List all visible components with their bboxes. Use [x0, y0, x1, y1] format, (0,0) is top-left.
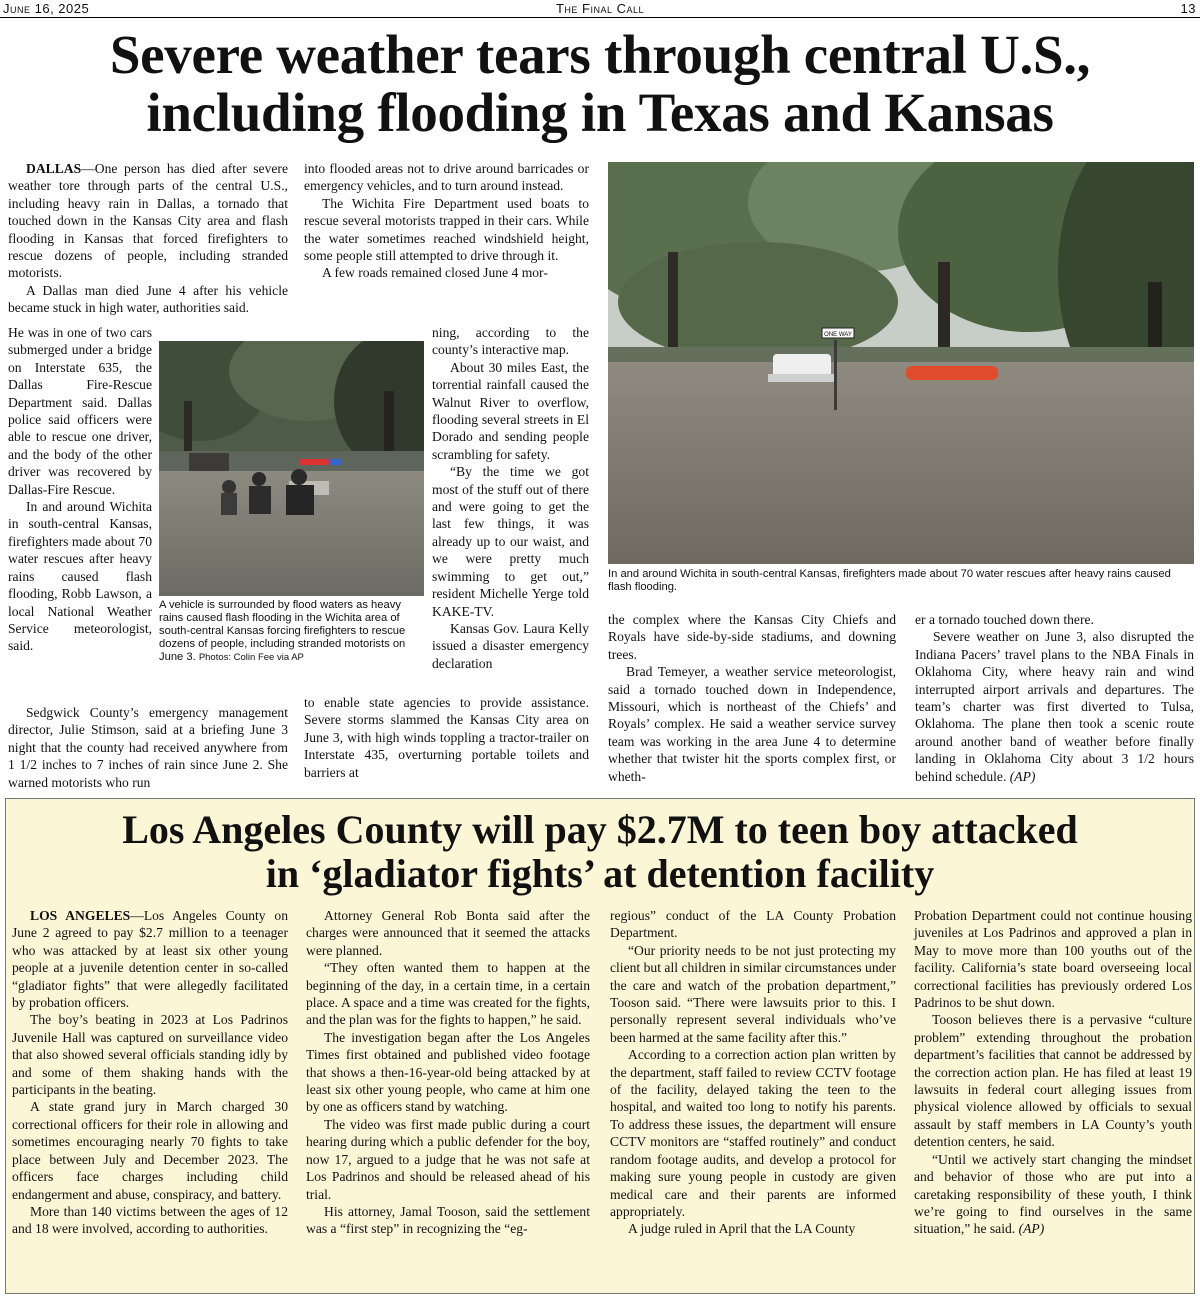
- story1-paragraph: In and around Wichita in south-central Kansas, firefighters made about 70 water rescues after heavy rains caused flash flooding, Robb Lawson, a local National Weather Service meteorologist, said.: [8, 499, 152, 654]
- flood-photo-large-image: [608, 162, 1194, 564]
- story2-paragraph: regious” conduct of the LA County Probation Department.: [610, 908, 896, 941]
- flood-photo-small-image: [159, 341, 424, 596]
- story2-dateline: LOS ANGELES: [30, 908, 131, 923]
- one-way-sign: ONE WAY: [824, 332, 852, 338]
- story1-col2-bottom: [304, 694, 589, 781]
- flood-photo-small: [159, 341, 424, 596]
- story1-dateline: DALLAS: [26, 161, 82, 176]
- story2-paragraph: His attorney, Jamal Tooson, said the settlement was a “first step” in recognizing the “eg-: [306, 1203, 590, 1237]
- story1-paragraph: to enable state agencies to provide assistance. Severe storms slammed the Kansas City area on June 3, with high winds toppling a tractor-trailer on Interstate 435, overturning portable toilets and barriers at: [304, 695, 589, 780]
- story1-paragraph: “By the time we got most of the stuff out of there and were going to get the last few things, it was already up to our waist, and we were pretty much swimming to get out,” resident Michelle Yerge told KAKE-TV.: [432, 464, 589, 619]
- story2-paragraph: Probation Department could not continue housing juveniles at Los Padrinos and approved a plan in May to move more than 100 youths out of the facility. California’s state board overseeing local correctional facilities has previously ordered Los Padrinos to be shut down.: [914, 908, 1192, 1011]
- page-folio: [0, 0, 1200, 18]
- photo-credit: Photos: Colin Fee via AP: [198, 652, 304, 663]
- story1-paragraph: About 30 miles East, the torrential rainfall caused the Walnut River to overflow, flooding several streets in El Dorado and sending people scrambling for safety.: [432, 359, 589, 462]
- story1-paragraph: the complex where the Kansas City Chiefs and Royals have side-by-side stadiums, and downing trees.: [608, 612, 896, 662]
- flood-photo-large-caption: In and around Wichita in south-central Kansas, firefighters made about 70 water rescues after heavy rains caused flash flooding.: [608, 568, 1171, 593]
- story2-paragraph: The investigation began after the Los Angeles Times first obtained and published video footage that shows a then-16-year-old being attacked by at least six other young people, who came at him one by one as officers stand by watching.: [306, 1029, 590, 1115]
- story2-paragraph: The boy’s beating in 2023 at Los Padrinos Juvenile Hall was captured on surveillance video that also showed several officials standing idly by and some of them shaking hands with the participants in the beating.: [12, 1012, 288, 1098]
- story2-col4: [914, 907, 1192, 1238]
- story2-signoff: (AP): [1018, 1221, 1045, 1237]
- story1-col1-narrow: [8, 324, 152, 655]
- flood-photo-large: [608, 162, 1194, 564]
- story1-headline-line1: Severe weather tears through central U.S.,: [109, 24, 1091, 85]
- story2-lede: LOS ANGELES—Los Angeles County on June 2 agreed to pay $2.7 million to a teenager who was attacked by at least six other young people at a juvenile detention center in so-called “gladiator fights” that were allegedly facilitated by probation officers.: [12, 908, 288, 1011]
- story2-paragraph: More than 140 victims between the ages of 12 and 18 were involved, according to authorities.: [12, 1203, 288, 1237]
- story2-paragraph: Attorney General Rob Bonta said after the charges were announced that it seemed the attacks were planned.: [306, 908, 590, 958]
- story1-paragraph: Severe weather on June 3, also disrupted the Indiana Pacers’ travel plans to the NBA Finals in Oklahoma City, where heavy rain and wind interrupted airport arrivals and departures. The team’s charter was first diverted to Tulsa, Oklahoma. The plane then took a scenic route around another band of weather before finally landing in Oklahoma City about 3 1/2 hours behind schedule. (AP): [915, 629, 1194, 784]
- story1-headline-line2: including flooding in Texas and Kansas: [146, 82, 1054, 143]
- story2-col2: [306, 907, 590, 1238]
- story1-paragraph: er a tornado touched down there.: [915, 612, 1094, 627]
- story2-headline-line1: Los Angeles County will pay $2.7M to teen boy attacked: [122, 807, 1078, 852]
- story2-paragraph: A state grand jury in March charged 30 correctional officers for their role in allowing and sometimes encouraging nearly 70 fights to take place between July and December 2023. The officers face charges including child endangerment and abuse, conspiracy, and battery.: [12, 1099, 288, 1202]
- story2-paragraph: According to a correction action plan written by the department, staff failed to review CCTV footage of the facility, delayed taking the teen to the hospital, and waited too long to notify his parents. To address these issues, the department will ensure CCTV monitors are “staffed routinely” and conduct random footage audits, and develop a protocol for making sure young people in custody are given medical care and their parents are informed appropriately.: [610, 1047, 896, 1219]
- story1-paragraph: ning, according to the county’s interactive map.: [432, 325, 589, 358]
- story1-paragraph: Sedgwick County’s emergency management director, Julie Stimson, said at a briefing June 3 night that the county had received anywhere from 1 1/2 inches to 7 inches of rain since June 2. She warned motorists who run: [8, 705, 288, 790]
- story1-signoff: (AP): [1009, 768, 1036, 784]
- story2-paragraph: “Until we actively start changing the mindset and behavior of those who are put into a caretaking responsibility of these youth, I think we’re going to find ourselves in the same situation,” he said. (AP): [914, 1151, 1192, 1237]
- story1-paragraph: The Wichita Fire Department used boats to rescue several motorists trapped in their cars. While the water sometimes reached windshield height, some people still attempted to drive through it.: [304, 195, 589, 264]
- story2-headline-line2: in ‘gladiator fights’ at detention facility: [265, 851, 935, 896]
- story2-paragraph: Tooson believes there is a pervasive “culture problem” extending throughout the probation department’s facilities that cannot be addressed by the correction action plan. He has filed at least 19 lawsuits in federal court alleging issues from physical violence allowed by officials to sexual assault by staff members in LA County’s youth detention centers, he said.: [914, 1012, 1192, 1150]
- story2-headline: [0, 808, 1200, 896]
- flood-photo-small-caption: A vehicle is surrounded by flood waters as heavy rains caused flash flooding in the Wichita area of south-central Kansas forcing firefighters to rescue dozens of people, including stranded motorists on June 3. Photos: Colin Fee via AP: [159, 599, 406, 663]
- story2-col1: [12, 907, 288, 1238]
- folio-page-number: 13: [1180, 1, 1196, 16]
- story1-col4: [915, 611, 1194, 785]
- folio-publication: The Final Call: [555, 1, 645, 16]
- story1-col1-top: [8, 160, 288, 317]
- story1-paragraph: Kansas Gov. Laura Kelly issued a disaster emergency declaration: [432, 620, 589, 671]
- folio-date: June 16, 2025: [3, 1, 90, 16]
- story1-col3: [608, 611, 896, 785]
- story1-paragraph: A few roads remained closed June 4 mor-: [322, 265, 548, 281]
- story1-col1-bottom: [8, 704, 288, 791]
- story1-col2-top: [304, 160, 589, 282]
- story2-paragraph: “They often wanted them to happen at the beginning of the day, in a certain time, in a certain place. A space and a time was created for the fights, and the plan was for the fights to happen,” he said.: [306, 960, 590, 1028]
- story1-paragraph: into flooded areas not to drive around barricades or emergency vehicles, and to turn around instead.: [304, 161, 589, 194]
- story1-lede: DALLAS—One person has died after severe weather tore through parts of the central U.S., including heavy rain in Dallas, a tornado that touched down in the Kansas City area and flash flooding in Kansas that forced firefighters to rescue dozens of people, including stranded motorists.: [8, 161, 288, 281]
- story1-paragraph: He was in one of two cars submerged under a bridge on Interstate 635, the Dallas Fire-Rescue Department said. Dallas police said officers were able to rescue one driver, and the body of the other driver was recovered by Dallas-Fire Rescue.: [8, 325, 152, 497]
- story2-paragraph: “Our priority needs to be not just protecting my client but all children in similar circumstances under the care and watch of the probation department,” Tooson said. “There were lawsuits prior to this. I personally represent several individuals who’ve been harmed at the same facility after this.”: [610, 942, 896, 1045]
- story2-col3: [610, 907, 896, 1238]
- story1-paragraph: Brad Temeyer, a weather service meteorologist, said a tornado touched down in Independence, Missouri, which is northeast of the Chiefs’ and Royals’ complex. He said a weather service survey team was working in the area June 4 to determine whether that twister hit the sports complex first, or wheth-: [608, 664, 896, 784]
- story1-col2-narrow: [432, 324, 589, 672]
- story2-paragraph: A judge ruled in April that the LA County: [628, 1221, 856, 1237]
- story1-headline: [0, 26, 1200, 142]
- story2-paragraph: The video was first made public during a court hearing during which a public defender for the boy, now 17, argued to a judge that he was not safe at Los Padrinos and should be released ahead of his trial.: [306, 1116, 590, 1202]
- story1-paragraph: A Dallas man died June 4 after his vehicle became stuck in high water, authorities said.: [8, 282, 288, 316]
